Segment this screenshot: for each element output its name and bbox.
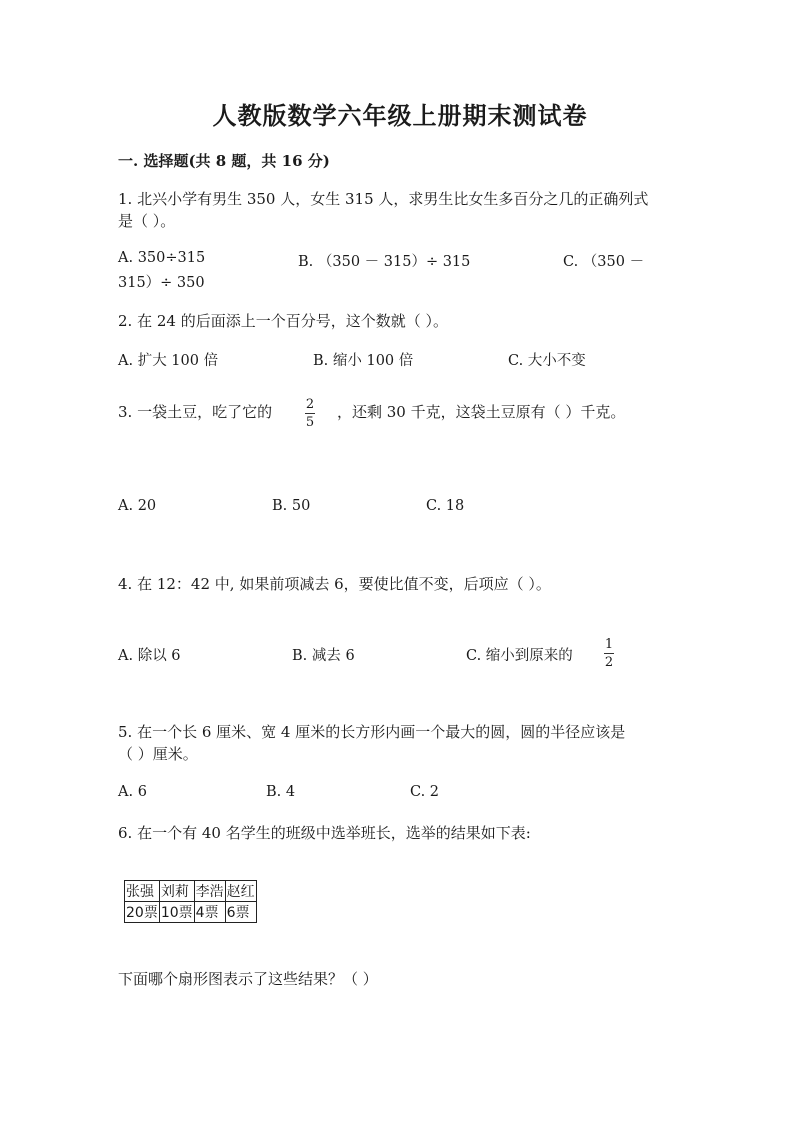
table-cell: 赵红 [225,881,256,902]
question-4-fraction [604,637,614,670]
question-1-line-2: 是（ ）。 [118,212,176,230]
question-2-option-c: C. 大小不变 [508,353,586,369]
question-6-text: 6. 在一个有 40 名学生的班级中选举班长，选举的结果如下表: [118,824,531,842]
fraction-numerator: 1 [604,637,614,652]
question-3-option-b: B. 50 [272,498,311,514]
vote-results-table [124,880,257,923]
question-1-option-b: B. （350 － 315）÷ 315 [298,254,471,270]
question-3-option-c: C. 18 [426,498,465,514]
question-1-option-c-continued: 315）÷ 350 [118,275,205,291]
question-3-option-a: A. 20 [118,498,157,514]
table-cell: 6票 [225,902,256,923]
question-4-option-a: A. 除以 6 [118,648,181,664]
question-4-option-b: B. 减去 6 [292,648,355,664]
question-3-text-before-fraction: 3. 一袋土豆，吃了它的 [118,403,273,421]
question-5-option-a: A. 6 [118,784,147,800]
question-5-line-1: 5. 在一个长 6 厘米、宽 4 厘米的长方形内画一个最大的圆，圆的半径应该是 [118,723,626,741]
question-2-option-a: A. 扩大 100 倍 [118,353,219,369]
question-4-option-c: C. 缩小到原来的 [466,648,573,664]
question-2-text: 2. 在 24 的后面添上一个百分号，这个数就（ ）。 [118,312,448,330]
question-2-option-b: B. 缩小 100 倍 [313,353,414,369]
question-6-follow-up: 下面哪个扇形图表示了这些结果？（ ） [118,970,378,988]
question-1-option-a: A. 350÷315 [118,250,206,266]
table-cell: 20票 [125,902,160,923]
question-1-option-c: C. （350 － [563,254,645,270]
fraction-denominator: 5 [305,415,315,430]
table-cell: 10票 [159,902,194,923]
table-cell: 张强 [125,881,160,902]
question-4-text: 4. 在 12：42 中, 如果前项减去 6，要使比值不变，后项应（ ）。 [118,575,551,593]
question-3-text-after-fraction: ，还剩 30 千克，这袋土豆原有（ ）千克。 [337,403,626,421]
fraction-bar [604,653,614,654]
question-1-line-1: 1. 北兴小学有男生 350 人，女生 315 人，求男生比女生多百分之几的正确列式 [118,190,649,208]
table-cell: 李浩 [194,881,225,902]
fraction-bar [305,413,315,414]
table-cell: 刘莉 [159,881,194,902]
table-row [125,881,257,902]
fraction-numerator: 2 [305,397,315,412]
fraction-denominator: 2 [604,655,614,670]
section-heading: 一. 选择题(共 8 题，共 16 分) [118,152,330,170]
question-5-option-b: B. 4 [266,784,296,800]
table-row [125,902,257,923]
table-cell: 4票 [194,902,225,923]
question-5-option-c: C. 2 [410,784,440,800]
question-3-fraction [305,397,315,430]
page-title: 人教版数学六年级上册期末测试卷 [212,101,588,130]
question-5-line-2: （ ）厘米。 [118,745,198,763]
